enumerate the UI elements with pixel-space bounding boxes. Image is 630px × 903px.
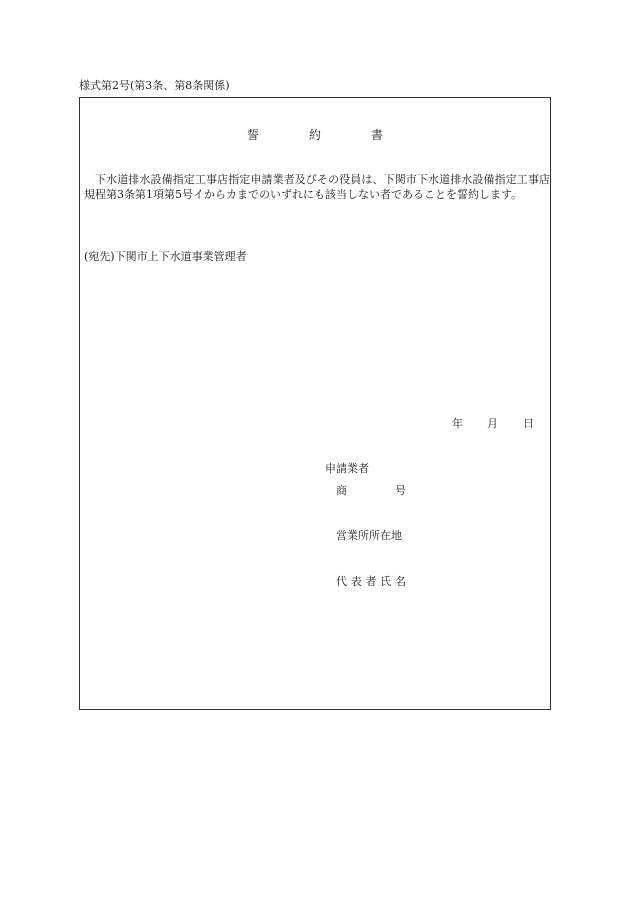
representative-char: 代: [336, 575, 347, 588]
trade-name-label: [336, 484, 406, 498]
trade-name-char: 号: [395, 484, 406, 497]
form-number: 様式第2号(第3条、第8条関係): [79, 79, 230, 92]
trade-name-char: 商: [336, 484, 347, 497]
representative-char: 表: [350, 575, 362, 588]
title-char: 書: [371, 128, 434, 142]
representative-char: 名: [395, 575, 406, 588]
document-title: [79, 127, 551, 143]
date-day-label: 日: [523, 417, 534, 430]
office-address-label: 営業所所在地: [336, 529, 402, 542]
applicant-label: 申請業者: [325, 462, 369, 475]
pledge-statement: 下水道排水設備指定工事店指定申請業者及びその役員は、下関市下水道排水設備指定工事店規程第3条第1項第5号イからカまでのいずれにも該当しない者であることを誓約します。: [84, 173, 550, 201]
representative-char: 者: [365, 575, 377, 588]
addressee: (宛先)下関市上下水道事業管理者: [84, 250, 247, 263]
representative-name-label: [336, 575, 406, 589]
title-char: 誓: [246, 128, 309, 142]
date-year-label: 年: [452, 417, 463, 430]
date-month-label: 月: [487, 417, 498, 430]
representative-char: 氏: [380, 575, 392, 588]
title-char: 約: [308, 128, 371, 142]
